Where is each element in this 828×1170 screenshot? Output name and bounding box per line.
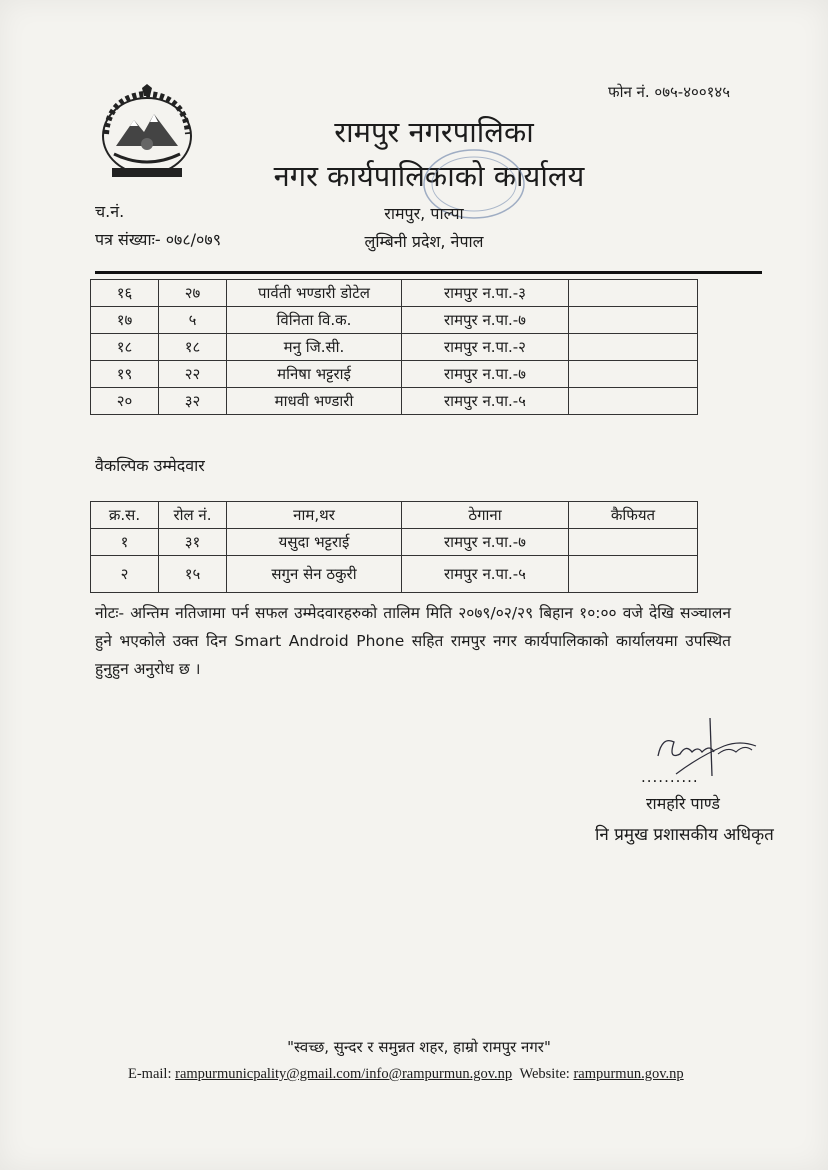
signature-dots: ..........	[641, 768, 699, 786]
website-label: Website:	[519, 1066, 574, 1082]
table-cell: १६	[91, 280, 159, 307]
table-cell	[569, 307, 698, 334]
table-cell: १७	[91, 307, 159, 334]
col-remarks: कैफियत	[569, 502, 698, 529]
table-cell: रामपुर न.पा.-७	[402, 361, 569, 388]
table-cell: रामपुर न.पा.-७	[402, 307, 569, 334]
table-cell: यसुदा भट्टराई	[227, 529, 402, 556]
table-row	[91, 529, 698, 556]
table-cell: रामपुर न.पा.-३	[402, 280, 569, 307]
table-row	[91, 334, 698, 361]
col-address: ठेगाना	[402, 502, 569, 529]
selected-candidates-table	[90, 279, 698, 415]
table-cell: रामपुर न.पा.-७	[402, 529, 569, 556]
footer-slogan: "स्वच्छ, सुन्दर र समुन्नत शहर, हाम्रो रामपुर नगर"	[287, 1038, 551, 1056]
signatory-name: रामहरि पाण्डे	[646, 794, 720, 813]
office-title: रामपुर नगरपालिका	[334, 115, 534, 149]
table-cell	[569, 556, 698, 593]
header-rule	[95, 271, 762, 274]
col-roll: रोल नं.	[159, 502, 227, 529]
phone-number: फोन नं. ०७५-४००१४५	[608, 83, 731, 101]
signatory-designation: नि प्रमुख प्रशासकीय अधिकृत	[595, 825, 774, 845]
table-cell: माधवी भण्डारी	[227, 388, 402, 415]
table-cell: २२	[159, 361, 227, 388]
table-cell: २	[91, 556, 159, 593]
office-subtitle: नगर कार्यपालिकाको कार्यालय	[273, 159, 585, 193]
footer-contact	[128, 1066, 684, 1083]
table-cell	[569, 280, 698, 307]
table-cell: मनु जि.सी.	[227, 334, 402, 361]
table-cell: रामपुर न.पा.-२	[402, 334, 569, 361]
table-cell: पार्वती भण्डारी डोटेल	[227, 280, 402, 307]
table-cell: विनिता वि.क.	[227, 307, 402, 334]
alternate-candidates-table	[90, 501, 698, 593]
col-name: नाम,थर	[227, 502, 402, 529]
table-cell: १	[91, 529, 159, 556]
table-cell: २७	[159, 280, 227, 307]
table-row	[91, 556, 698, 593]
table-cell: सगुन सेन ठकुरी	[227, 556, 402, 593]
table-cell: ३२	[159, 388, 227, 415]
email-link[interactable]: rampurmunicpality@gmail.com/info@rampurmun.gov.np	[175, 1066, 513, 1082]
table-cell: रामपुर न.पा.-५	[402, 388, 569, 415]
table-cell: २०	[91, 388, 159, 415]
table-cell	[569, 388, 698, 415]
office-province: लुम्बिनी प्रदेश, नेपाल	[364, 232, 484, 251]
table-row	[91, 361, 698, 388]
table-row	[91, 388, 698, 415]
table-cell: मनिषा भट्टराई	[227, 361, 402, 388]
table-cell: १८	[159, 334, 227, 361]
chalani-number-label: च.नं.	[95, 202, 125, 221]
alternate-heading: वैकल्पिक उम्मेदवार	[95, 456, 205, 475]
table-cell	[569, 361, 698, 388]
table-cell: १५	[159, 556, 227, 593]
table-cell: ३१	[159, 529, 227, 556]
table-row	[91, 280, 698, 307]
col-serial: क्र.स.	[91, 502, 159, 529]
table-header-row	[91, 502, 698, 529]
table-cell: रामपुर न.पा.-५	[402, 556, 569, 593]
office-address: रामपुर, पाल्पा	[384, 204, 464, 223]
email-label: E-mail:	[128, 1066, 176, 1082]
letter-number: पत्र संख्याः- ०७८/०७९	[95, 230, 222, 249]
table-cell	[569, 529, 698, 556]
website-link[interactable]: rampurmun.gov.np	[573, 1066, 684, 1082]
table-row	[91, 307, 698, 334]
notice-text: नोटः- अन्तिम नतिजामा पर्न सफल उम्मेदवारहरुको तालिम मिति २०७९/०२/२९ बिहान १०:०० वजे देखि सञ्चालन हुने भएकोले उक्त दिन Smart Android Phone सहित रामपुर नगर कार्यपालिकाको कार्यालयमा उपस्थित हुनुहुन अनुरोध छ ।	[95, 604, 731, 678]
table-cell: ५	[159, 307, 227, 334]
table-cell	[569, 334, 698, 361]
table-cell: १८	[91, 334, 159, 361]
table-cell: १९	[91, 361, 159, 388]
